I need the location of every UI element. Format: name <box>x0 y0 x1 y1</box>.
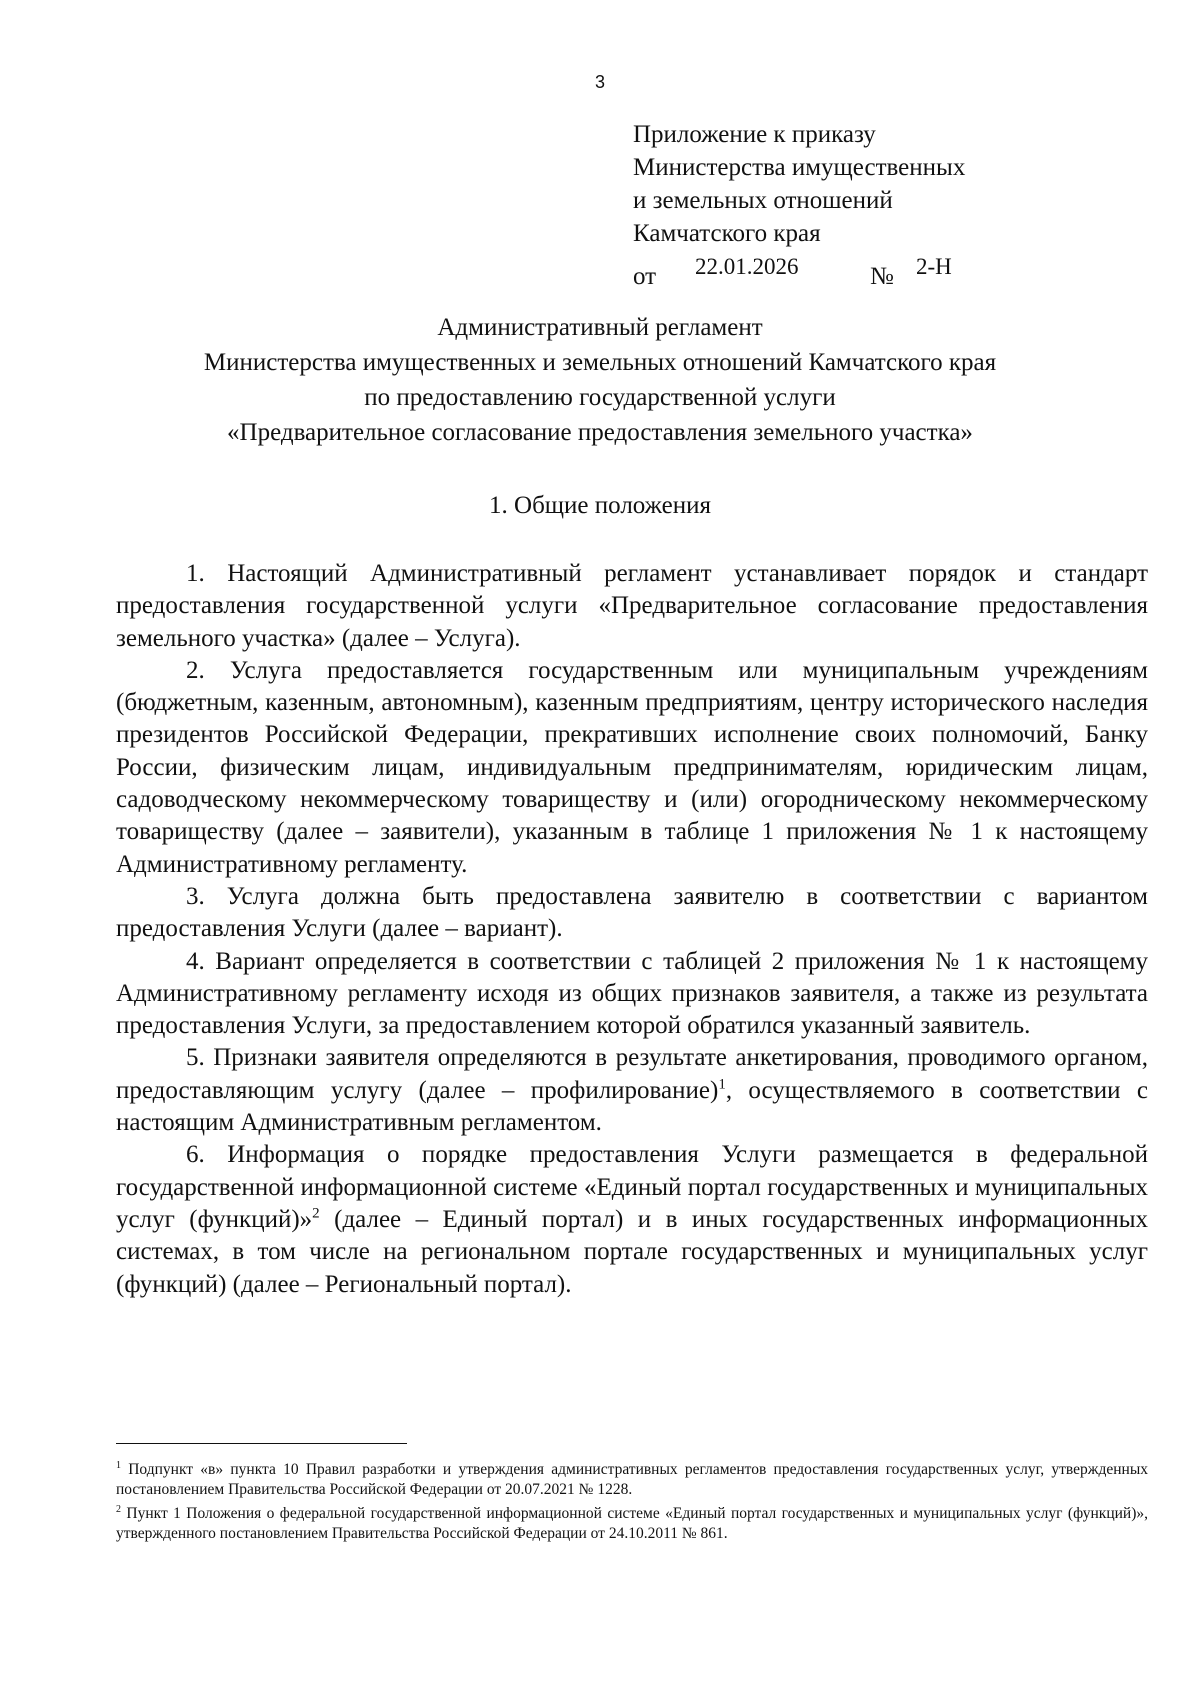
number-label: № <box>870 263 894 290</box>
approval-line: Приложение к приказу <box>633 121 876 148</box>
paragraph-3: 3. Услуга должна быть предоставлена заявителю в соответствии с вариантом предоставления Услуги (далее – вариант). <box>116 882 1148 943</box>
paragraph-6 <box>116 1139 1148 1300</box>
order-date-number-row <box>633 250 965 290</box>
paragraph-text: 6. Информация о порядке предоставления Услуги размещается в федеральной государственной информационной системе «Единый портал государственных и муниципальных услуг (функций)» <box>116 1141 1148 1233</box>
footnote-ref: 1 <box>718 1076 726 1093</box>
footnote-mark: 2 <box>116 1503 121 1515</box>
document-body <box>116 558 1148 1301</box>
approval-line: Министерства имущественных <box>633 154 966 181</box>
footnotes <box>116 1460 1148 1548</box>
section-heading: 1. Общие положения <box>489 492 711 519</box>
title-line: Административный регламент <box>437 314 763 341</box>
paragraph-text: 5. Признаки заявителя определяются в результате анкетирования, проводимого органом, предоставляющим услугу (далее – профилирование) <box>116 1044 1148 1104</box>
paragraph-text: (далее – Единый портал) и в иных государственных информационных системах, в том числе на региональном портале государственных и муниципальных услуг (функций) (далее – Региональный портал). <box>116 1205 1148 1298</box>
footnote-text: Подпункт «в» пункта 10 Правил разработки и утверждения административных регламентов предоставления государственных услуг, утвержденных постановлением Правительства Российской Федерации от 20.07.2021 № 1228. <box>116 1461 1148 1498</box>
page-number: 3 <box>594 72 605 92</box>
paragraph-text: , осуществляемого в соответствии с настоящим Административным регламентом. <box>116 1076 1148 1137</box>
order-number: 2-Н <box>916 254 952 279</box>
approval-line: Камчатского края <box>633 220 821 247</box>
paragraph-4: 4. Вариант определяется в соответствии с таблицей 2 приложения № 1 к настоящему Административному регламенту исходя из общих признаков заявителя, а также из результата предоставления Услуги, за предоставлением которой обратился указанный заявитель. <box>116 947 1148 1040</box>
order-date: 22.01.2026 <box>695 254 799 279</box>
footnote-mark: 1 <box>116 1459 121 1471</box>
title-line: «Предварительное согласование предоставления земельного участка» <box>227 419 973 446</box>
paragraph-2: 2. Услуга предоставляется государственным или муниципальным учреждениям (бюджетным, казенным, автономным), казенным предприятиям, центру исторического наследия президентов Российской Федерации, прекративших исполнение своих полномочий, Банку России, физическим лицам, индивидуальным предпринимателям, юридическим лицам, садоводческому некоммерческому товариществу и (или) огородническому некоммерческому товариществу (далее – заявители), указанным в таблице 1 приложения № 1 к настоящему Административному регламенту. <box>116 656 1148 878</box>
footnote-2 <box>116 1504 1148 1544</box>
footnote-1 <box>116 1460 1148 1500</box>
footnote-separator <box>116 1443 407 1444</box>
document-title <box>80 310 1120 450</box>
approval-line: и земельных отношений <box>633 187 893 214</box>
footnote-text: Пункт 1 Положения о федеральной государственной информационной системе «Единый портал государственных и муниципальных услуг (функций)», утвержденного постановлением Правительства Российской Федерации от 24.10.2011 № 861. <box>116 1505 1148 1542</box>
approval-stamp <box>633 118 965 290</box>
paragraph-5 <box>116 1042 1148 1139</box>
footnote-ref: 2 <box>312 1205 320 1222</box>
title-line: Министерства имущественных и земельных отношений Камчатского края <box>203 349 997 376</box>
from-label: от <box>633 263 657 290</box>
title-line: по предоставлению государственной услуги <box>364 384 836 411</box>
paragraph-1: 1. Настоящий Административный регламент устанавливает порядок и стандарт предоставления государственной услуги «Предварительное согласование предоставления земельного участка» (далее – Услуга). <box>116 560 1148 652</box>
